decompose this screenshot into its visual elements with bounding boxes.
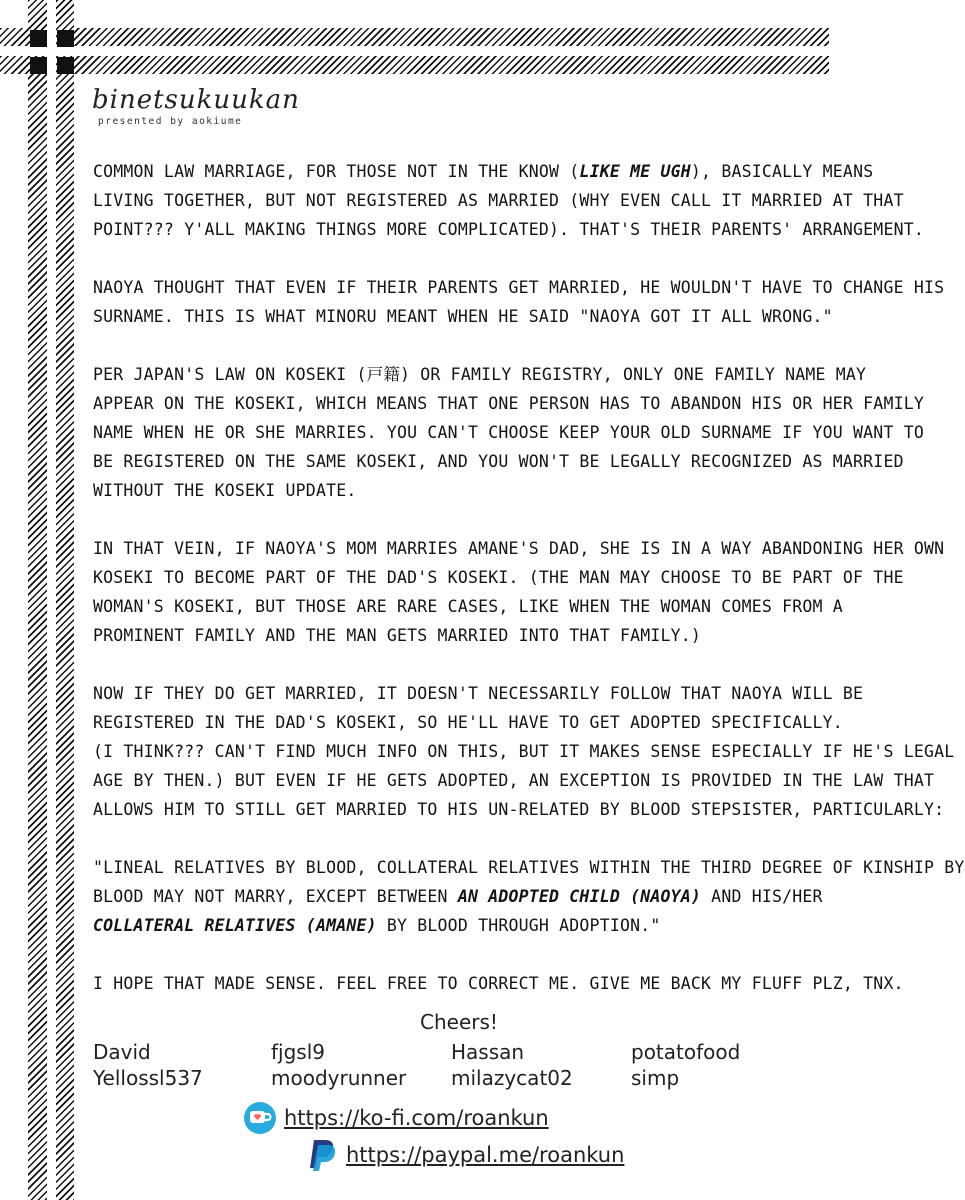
text-line — [93, 534, 945, 563]
text-line — [93, 360, 867, 389]
ko-fi-cup-icon — [244, 1102, 276, 1134]
emphasis-text: COLLATERAL RELATIVES (AMANE) — [93, 916, 377, 935]
text-segment: KOSEKI TO BECOME PART OF THE DAD'S KOSEKI. (THE MAN MAY CHOOSE TO BE PART OF THE — [93, 568, 904, 587]
text-line — [93, 766, 935, 795]
text-segment: LIVING TOGETHER, BUT NOT REGISTERED AS MARRIED (WHY EVEN CALL IT MARRIED AT THAT — [93, 191, 904, 210]
text-line — [93, 679, 864, 708]
text-segment: APPEAR ON THE KOSEKI, WHICH MEANS THAT ONE PERSON HAS TO ABANDON HIS OR HER FAMILY — [93, 394, 924, 413]
brand-title: binetsukuukan — [92, 85, 300, 115]
text-line — [93, 418, 924, 447]
text-segment: "LINEAL RELATIVES BY BLOOD, COLLATERAL RELATIVES WITHIN THE THIRD DEGREE OF KINSHIP BY — [93, 858, 965, 877]
text-segment: PER JAPAN'S LAW ON KOSEKI (戸籍) OR FAMILY REGISTRY, ONLY ONE FAMILY NAME MAY — [93, 365, 867, 384]
text-line — [93, 621, 799, 650]
text-segment: COMMON LAW MARRIAGE, FOR THOSE NOT IN THE KNOW ( — [93, 162, 580, 181]
paragraph — [93, 534, 945, 650]
text-segment: AND HIS/HER — [701, 887, 823, 906]
paypal-p-icon — [308, 1138, 338, 1172]
top-hatched-border-secondary — [0, 56, 829, 74]
cheers-text: Cheers! — [420, 1010, 498, 1034]
corner-square — [57, 57, 74, 74]
supporter-name: moodyrunner — [271, 1066, 407, 1090]
text-line — [93, 302, 833, 331]
paragraph — [93, 157, 924, 244]
text-segment: BY BLOOD THROUGH ADOPTION." — [376, 916, 661, 935]
text-line — [93, 476, 799, 505]
supporter-name: potatofood — [631, 1040, 741, 1064]
text-segment: I HOPE THAT MADE SENSE. FEEL FREE TO CORRECT ME. GIVE ME BACK MY FLUFF PLZ, TNX. — [93, 974, 904, 993]
text-line — [93, 708, 843, 737]
corner-square — [30, 57, 47, 74]
text-line — [93, 215, 924, 244]
text-segment: NOW IF THEY DO GET MARRIED, IT DOESN'T NECESSARILY FOLLOW THAT NAOYA WILL BE — [93, 684, 864, 703]
text-line — [93, 795, 945, 824]
text-segment: PROMINENT FAMILY AND THE MAN GETS MARRIED INTO THAT FAMILY.) — [93, 626, 702, 645]
text-segment: POINT??? Y'ALL MAKING THINGS MORE COMPLICATED). THAT'S THEIR PARENTS' ARRANGEMENT. — [93, 220, 924, 239]
text-line — [93, 389, 924, 418]
corner-square — [30, 30, 47, 47]
supporter-name: David — [93, 1040, 151, 1064]
supporter-name: simp — [631, 1066, 680, 1090]
text-line — [93, 592, 843, 621]
text-segment: IN THAT VEIN, IF NAOYA'S MOM MARRIES AMANE'S DAD, SHE IS IN A WAY ABANDONING HER OWN — [93, 539, 945, 558]
paragraph — [93, 273, 945, 331]
paragraph — [93, 853, 965, 940]
paragraph — [93, 679, 955, 824]
text-line — [93, 737, 955, 766]
text-line — [93, 273, 945, 302]
text-segment: ), BASICALLY MEANS — [690, 162, 874, 181]
text-segment: ALLOWS HIM TO STILL GET MARRIED TO HIS UN-RELATED BY BLOOD STEPSISTER, PARTICULARLY: — [93, 800, 945, 819]
paypal-link[interactable]: https://paypal.me/roankun — [346, 1143, 625, 1167]
supporters-list — [93, 1040, 793, 1090]
corner-square — [57, 30, 74, 47]
text-line — [93, 186, 904, 215]
top-hatched-border — [0, 28, 829, 46]
emphasis-text: LIKE ME UGH — [579, 162, 691, 181]
paragraph — [93, 360, 924, 505]
supporter-name: milazycat02 — [451, 1066, 573, 1090]
supporter-name: Hassan — [451, 1040, 525, 1064]
text-segment: NAOYA THOUGHT THAT EVEN IF THEIR PARENTS GET MARRIED, HE WOULDN'T HAVE TO CHANGE HIS — [93, 278, 945, 297]
text-segment: REGISTERED IN THE DAD'S KOSEKI, SO HE'LL HAVE TO GET ADOPTED SPECIFICALLY. — [93, 713, 843, 732]
kofi-link-row[interactable] — [244, 1102, 549, 1134]
kofi-link[interactable]: https://ko-fi.com/roankun — [284, 1106, 549, 1130]
text-segment: WITHOUT THE KOSEKI UPDATE. — [93, 481, 357, 500]
supporter-name: fjgsl9 — [271, 1040, 325, 1064]
supporter-name: Yellossl537 — [93, 1066, 203, 1090]
text-segment: (I THINK??? CAN'T FIND MUCH INFO ON THIS, BUT IT MAKES SENSE ESPECIALLY IF HE'S LEGAL — [93, 742, 955, 761]
emphasis-text: AN ADOPTED CHILD (NAOYA) — [457, 887, 702, 906]
text-line — [93, 157, 874, 186]
border-gap — [0, 46, 829, 56]
brand-logo — [92, 86, 300, 127]
paragraph — [93, 969, 904, 998]
text-line — [93, 911, 799, 940]
text-segment: BLOOD MAY NOT MARRY, EXCEPT BETWEEN — [93, 887, 458, 906]
text-line — [93, 882, 823, 911]
text-segment: SURNAME. THIS IS WHAT MINORU MEANT WHEN HE SAID "NAOYA GOT IT ALL WRONG." — [93, 307, 833, 326]
text-line — [93, 969, 904, 998]
text-segment: AGE BY THEN.) BUT EVEN IF HE GETS ADOPTED, AN EXCEPTION IS PROVIDED IN THE LAW THAT — [93, 771, 935, 790]
text-segment: NAME WHEN HE OR SHE MARRIES. YOU CAN'T CHOOSE KEEP YOUR OLD SURNAME IF YOU WANT TO — [93, 423, 924, 442]
brand-subtitle: presented by aokiume — [98, 116, 243, 127]
text-segment: BE REGISTERED ON THE SAME KOSEKI, AND YOU WON'T BE LEGALLY RECOGNIZED AS MARRIED — [93, 452, 904, 471]
text-segment: WOMAN'S KOSEKI, BUT THOSE ARE RARE CASES, LIKE WHEN THE WOMAN COMES FROM A — [93, 597, 843, 616]
text-line — [93, 563, 904, 592]
border-gap-vertical — [47, 0, 56, 1200]
paypal-link-row[interactable] — [308, 1138, 624, 1172]
text-line — [93, 447, 904, 476]
text-line — [93, 853, 965, 882]
translator-notes — [93, 157, 965, 1027]
